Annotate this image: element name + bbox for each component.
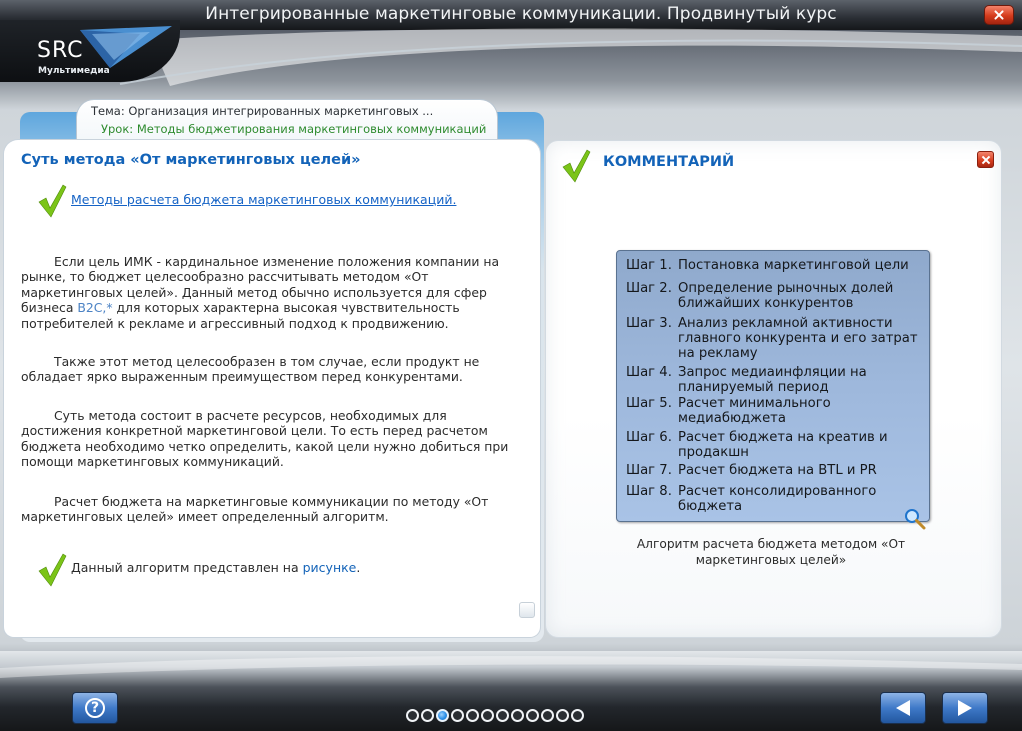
page-dot[interactable] [511, 709, 524, 722]
step-text: Расчет бюджета на креатив и продакшн [678, 430, 888, 460]
step-number: Шаг 5. [626, 396, 672, 411]
checkmark-icon [561, 149, 591, 183]
comment-panel [546, 141, 1001, 637]
step-text: Расчет консолидированного бюджета [678, 484, 877, 514]
help-icon: ? [85, 698, 105, 718]
page-indicator [406, 709, 584, 725]
step-item [626, 430, 926, 460]
paragraph-3: Суть метода состоит в расчете ресурсов, необходимых для достижения конкретной маркетинговой цели. То есть перед расчетом бюджета необходимо четко определить, какой цели нужно добиться при помощи маркетинговых коммуникаций. [21, 408, 509, 470]
page-dot[interactable] [526, 709, 539, 722]
close-icon [982, 156, 990, 164]
page-dot[interactable] [451, 709, 464, 722]
page-dot[interactable] [466, 709, 479, 722]
footer-swoosh [0, 646, 1022, 686]
logo-triangle-icon [80, 26, 176, 70]
step-item [626, 365, 926, 395]
step-item [626, 463, 926, 478]
topic-label: Тема: Организация интегрированных маркетинговых ... [91, 104, 434, 118]
lesson-label: Урок: Методы бюджетирования маркетинговых коммуникаций [101, 122, 487, 136]
algorithm-end: . [356, 560, 361, 575]
step-text: Определение рыночных долей ближайших конкурентов [678, 281, 894, 311]
comment-title: КОММЕНТАРИЙ [603, 154, 735, 170]
content-panel [4, 140, 540, 637]
lesson-tab [76, 99, 498, 142]
page-dot[interactable] [496, 709, 509, 722]
help-button[interactable] [72, 692, 118, 724]
algorithm-line [71, 560, 360, 575]
checkmark-icon [37, 553, 67, 587]
step-number: Шаг 2. [626, 281, 672, 296]
checkmark-icon [37, 184, 67, 218]
content-heading: Суть метода «От маркетинговых целей» [21, 152, 361, 168]
paragraph-1 [21, 254, 515, 331]
algorithm-text: Данный алгоритм представлен на [71, 560, 303, 575]
page-dot[interactable] [481, 709, 494, 722]
paragraph-2: Также этот метод целесообразен в том случае, если продукт не обладает ярко выраженным преимуществом перед конкурентами. [21, 354, 480, 385]
page-dot[interactable] [406, 709, 419, 722]
step-number: Шаг 1. [626, 258, 672, 273]
step-item [626, 316, 926, 361]
arrow-left-icon [896, 700, 910, 716]
page-dot[interactable] [436, 709, 449, 722]
logo-text: SRC [37, 38, 84, 63]
page-dot[interactable] [421, 709, 434, 722]
step-text: Анализ рекламной активности главного конкурента и его затрат на рекламу [678, 316, 918, 361]
page-dot[interactable] [571, 709, 584, 722]
page-dot[interactable] [541, 709, 554, 722]
step-item [626, 281, 926, 311]
step-number: Шаг 4. [626, 365, 672, 380]
step-text: Запрос медиаинфляции на планируемый период [678, 365, 867, 395]
logo-subtitle: Мультимедиа [38, 66, 110, 76]
paragraph-4: Расчет бюджета на маркетинговые коммуникации по методу «От маркетинговых целей» имеет определенный алгоритм. [21, 494, 489, 525]
algorithm-figure[interactable] [616, 250, 930, 522]
step-text: Постановка маркетинговой цели [678, 258, 909, 273]
step-item [626, 484, 926, 514]
step-item [626, 258, 926, 273]
b2c-term-link[interactable]: B2C,* [77, 300, 113, 316]
paragraph-1-text-a: Если цель ИМК - кардинальное изменение положения компании на рынке, то бюджет целесообразно рассчитывать методом «От маркетинговых целей». Данный метод обычно используется для сфер бизнеса [21, 254, 500, 316]
magnifier-icon[interactable] [904, 508, 926, 530]
step-text: Расчет минимального медиабюджета [678, 396, 831, 426]
methods-link[interactable]: Методы расчета бюджета маркетинговых коммуникаций. [71, 192, 457, 207]
step-item [626, 396, 926, 426]
figure-caption: Алгоритм расчета бюджета методом «От маркетинговых целей» [636, 537, 906, 567]
step-number: Шаг 3. [626, 316, 672, 331]
scroll-handle[interactable] [519, 602, 535, 618]
previous-button[interactable] [880, 692, 926, 724]
step-text: Расчет бюджета на BTL и PR [678, 463, 877, 478]
step-number: Шаг 8. [626, 484, 672, 499]
step-number: Шаг 6. [626, 430, 672, 445]
step-number: Шаг 7. [626, 463, 672, 478]
comment-close-button[interactable] [977, 151, 994, 168]
paragraph-1-text-b: для которых характерна высокая чувствительность потребителей к рекламе и агрессивный подход к продвижению. [21, 300, 460, 331]
arrow-right-icon [958, 700, 972, 716]
figure-link[interactable]: рисунке [302, 560, 357, 575]
window-title: Интегрированные маркетинговые коммуникации. Продвинутый курс [205, 4, 837, 24]
page-dot[interactable] [556, 709, 569, 722]
next-button[interactable] [942, 692, 988, 724]
